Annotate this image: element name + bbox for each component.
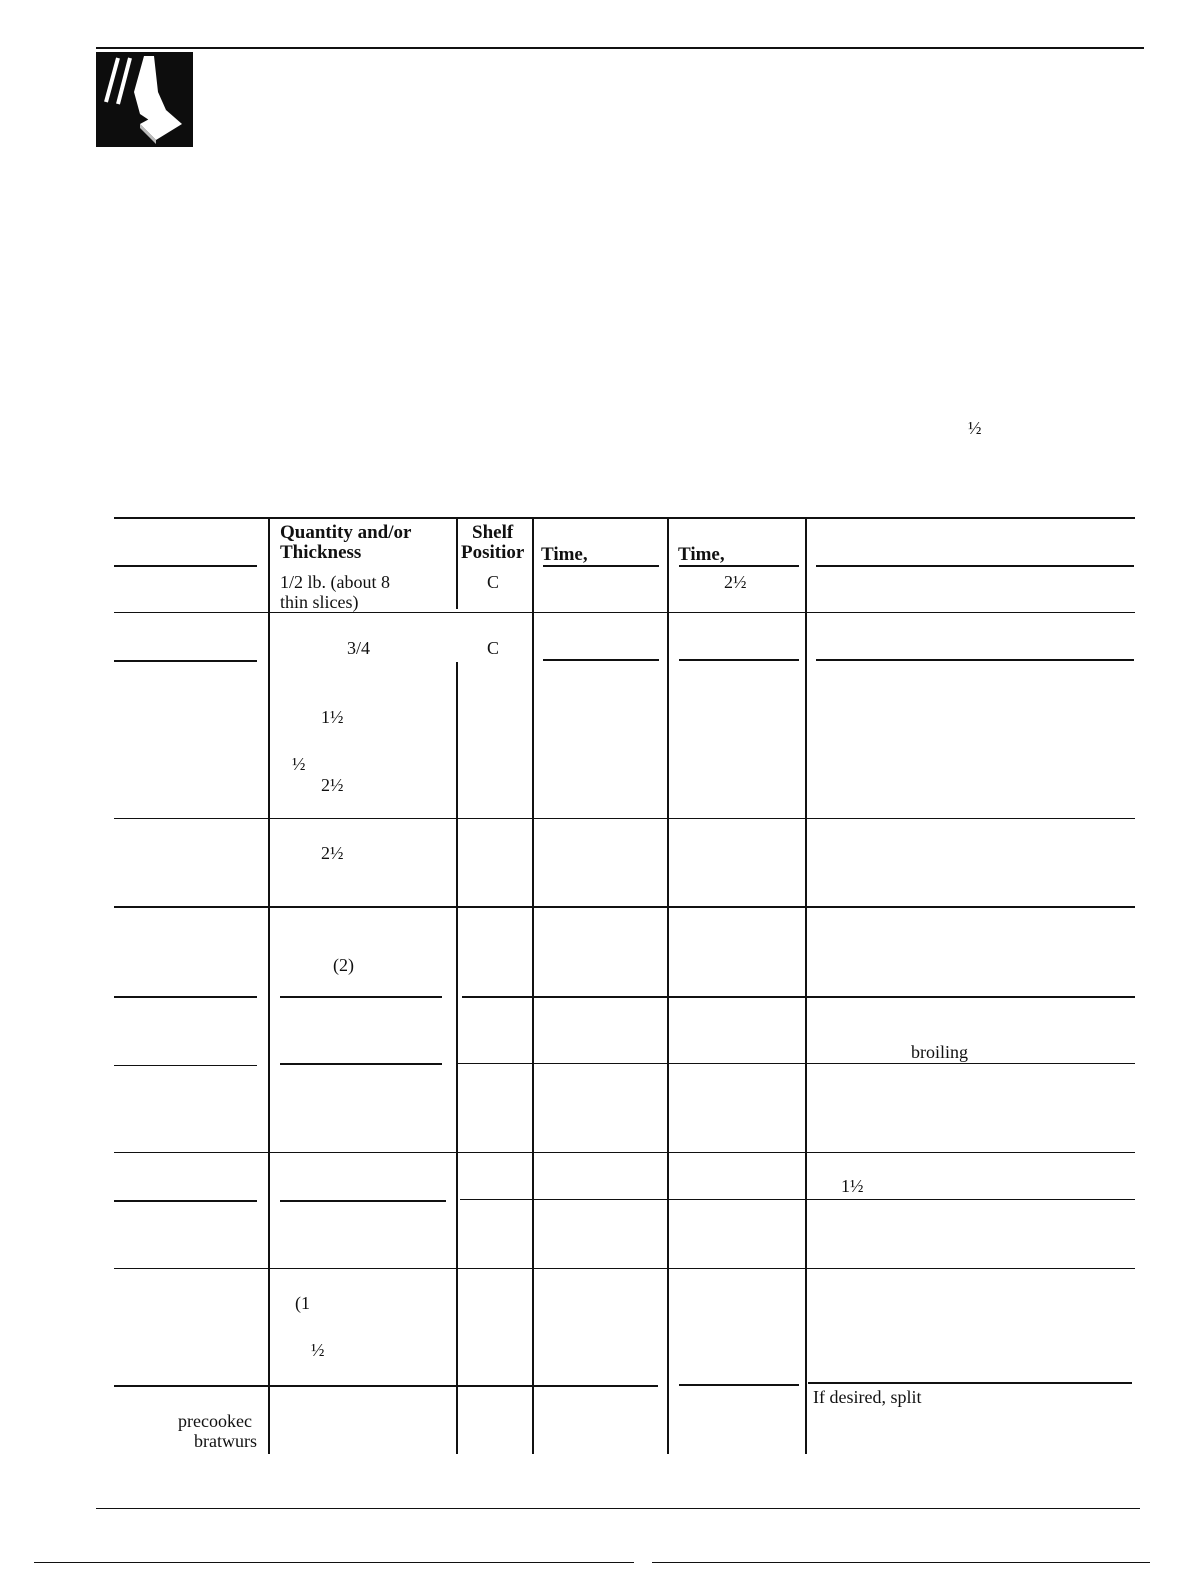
row-rule	[460, 1199, 1135, 1200]
row2-shelf: C	[487, 638, 500, 658]
col-divider	[456, 519, 458, 609]
row10-quantity-a: (1	[295, 1293, 310, 1313]
row-rule	[679, 659, 799, 661]
row-rule	[114, 818, 1135, 819]
row-rule	[816, 659, 1134, 661]
quantity-header-line1: Quantity and/or	[280, 522, 412, 543]
col-divider	[667, 519, 669, 1454]
row11-note: If desired, split	[813, 1387, 922, 1407]
row-rule	[114, 1200, 257, 1202]
finger-pressing-pad-icon	[96, 52, 193, 147]
row3-quantity-b: ½	[292, 754, 306, 774]
row-rule	[114, 1385, 658, 1387]
row-rule	[114, 612, 1135, 613]
row-rule	[114, 565, 257, 567]
row-rule	[114, 1152, 1135, 1153]
row1-time2: 2½	[724, 572, 747, 592]
row-rule	[114, 660, 257, 662]
page-bottom-rule	[652, 1562, 1150, 1563]
row11-food-line1: precookec	[178, 1411, 252, 1431]
half-fraction: ½	[968, 418, 982, 438]
row5-quantity: (2)	[333, 955, 354, 975]
row-rule	[679, 565, 799, 567]
row-rule	[114, 906, 1135, 908]
time1-header: Time,	[541, 544, 588, 565]
row3-quantity-a: 1½	[321, 707, 344, 727]
row-rule	[462, 996, 1135, 998]
row-rule	[816, 565, 1134, 567]
col-divider	[532, 519, 534, 1454]
row-rule	[114, 996, 257, 998]
col-divider	[268, 519, 270, 1454]
row-rule	[543, 659, 659, 661]
row3-quantity-c: 2½	[321, 775, 344, 795]
row1-shelf: C	[487, 572, 500, 592]
row-rule	[679, 1384, 799, 1386]
row-rule	[543, 565, 659, 567]
header-rule	[96, 47, 1144, 49]
row-rule	[456, 1063, 1135, 1064]
row8-note: 1½	[841, 1176, 864, 1196]
row6-note: broiling	[911, 1042, 968, 1062]
col-divider	[805, 519, 807, 1454]
row1-quantity-line2: thin slices)	[280, 592, 359, 612]
shelf-header-line2: Positior	[461, 542, 525, 563]
row1-quantity-line1: 1/2 lb. (about 8	[280, 572, 390, 592]
shelf-header-line1: Shelf	[472, 522, 514, 543]
row-rule	[114, 1065, 257, 1066]
row-rule	[280, 996, 442, 998]
row-rule	[114, 1268, 1135, 1269]
row-rule	[280, 1063, 442, 1065]
time2-header: Time,	[678, 544, 725, 565]
page-bottom-rule	[34, 1562, 634, 1563]
row4-quantity: 2½	[321, 843, 344, 863]
row10-quantity-b: ½	[311, 1340, 325, 1360]
quantity-header-line2: Thickness	[280, 542, 362, 563]
col-divider	[456, 662, 458, 1454]
footer-rule	[96, 1508, 1140, 1509]
row2-quantity: 3/4	[347, 638, 371, 658]
row11-food-line2: bratwurs	[194, 1431, 257, 1451]
row-rule	[808, 1382, 1132, 1384]
row-rule	[280, 1200, 446, 1202]
